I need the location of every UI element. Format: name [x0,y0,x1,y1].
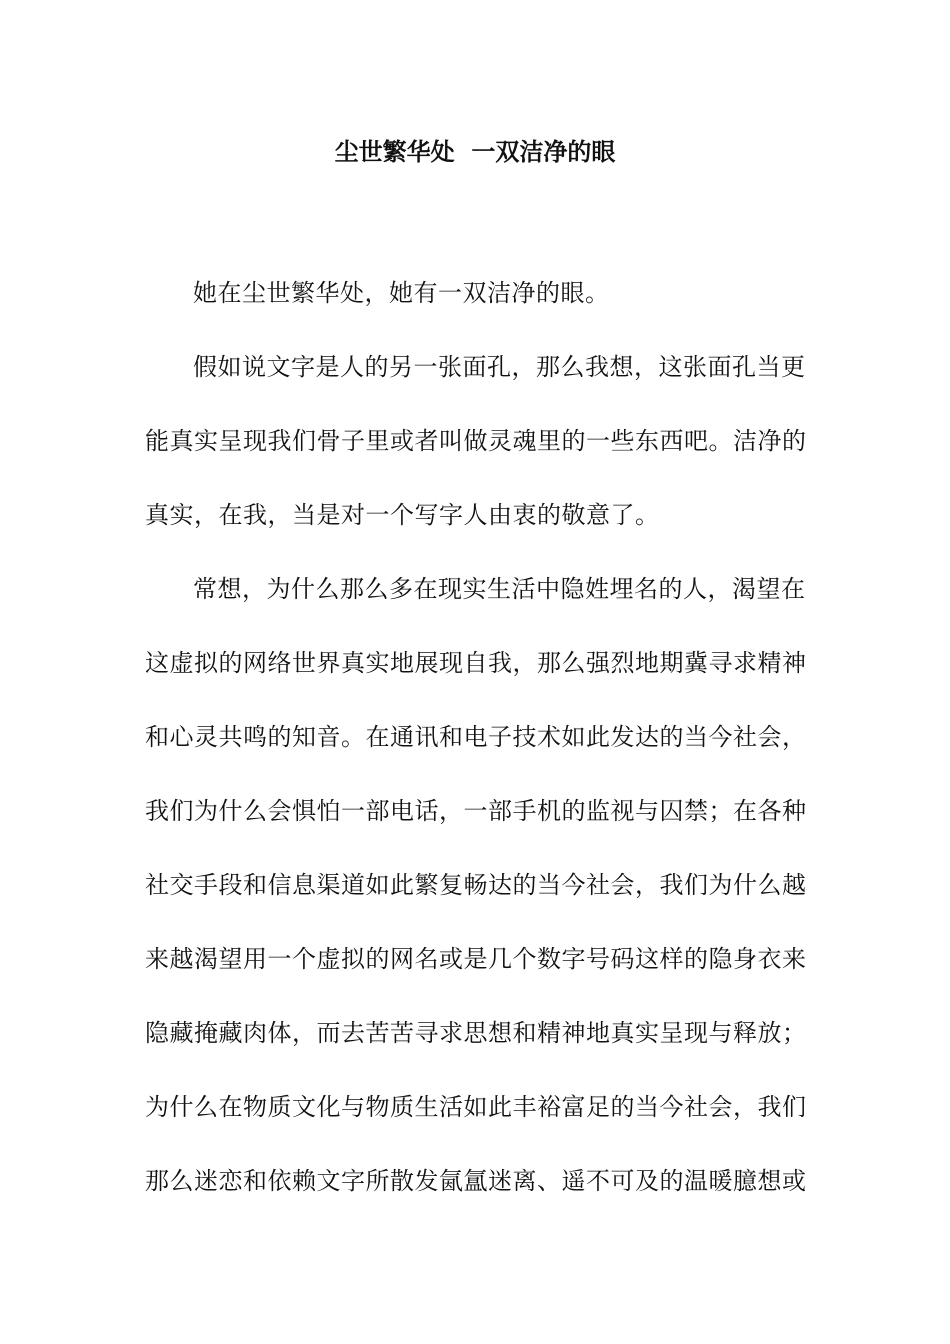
paragraph-line: 这虚拟的网络世界真实地展现自我，那么强烈地期冀寻求精神 [145,649,807,677]
paragraph-line: 隐藏掩藏肉体，而去苦苦寻求思想和精神地真实呈现与释放； [145,1019,807,1047]
document-body [145,256,805,1218]
paragraph-line: 那么迷恋和依赖文字所散发氤氲迷离、遥不可及的温暖臆想或 [145,1167,807,1195]
paragraph-line: 和心灵共鸣的知音。在通讯和电子技术如此发达的当今社会， [145,723,807,751]
paragraph-line: 来越渴望用一个虚拟的网名或是几个数字号码这样的隐身衣来 [145,945,807,973]
document-title: 尘世繁华处 一双洁净的眼 [334,137,616,166]
paragraph-line: 她在尘世繁华处，她有一双洁净的眼。 [193,279,610,307]
paragraph-line: 为什么在物质文化与物质生活如此丰裕富足的当今社会，我们 [145,1093,807,1121]
paragraph-line: 我们为什么会惧怕一部电话，一部手机的监视与囚禁；在各种 [145,797,807,825]
paragraph-3 [145,552,805,1218]
paragraph-line: 假如说文字是人的另一张面孔，那么我想，这张面孔当更 [193,353,806,381]
paragraph-2 [145,330,805,552]
paragraph-1 [145,256,805,330]
paragraph-line: 社交手段和信息渠道如此繁复畅达的当今社会，我们为什么越 [145,871,807,899]
paragraph-line: 真实，在我，当是对一个写字人由衷的敬意了。 [145,501,660,529]
paragraph-line: 能真实呈现我们骨子里或者叫做灵魂里的一些东西吧。洁净的 [145,427,807,455]
paragraph-line: 常想，为什么那么多在现实生活中隐姓埋名的人，渴望在 [193,575,806,603]
